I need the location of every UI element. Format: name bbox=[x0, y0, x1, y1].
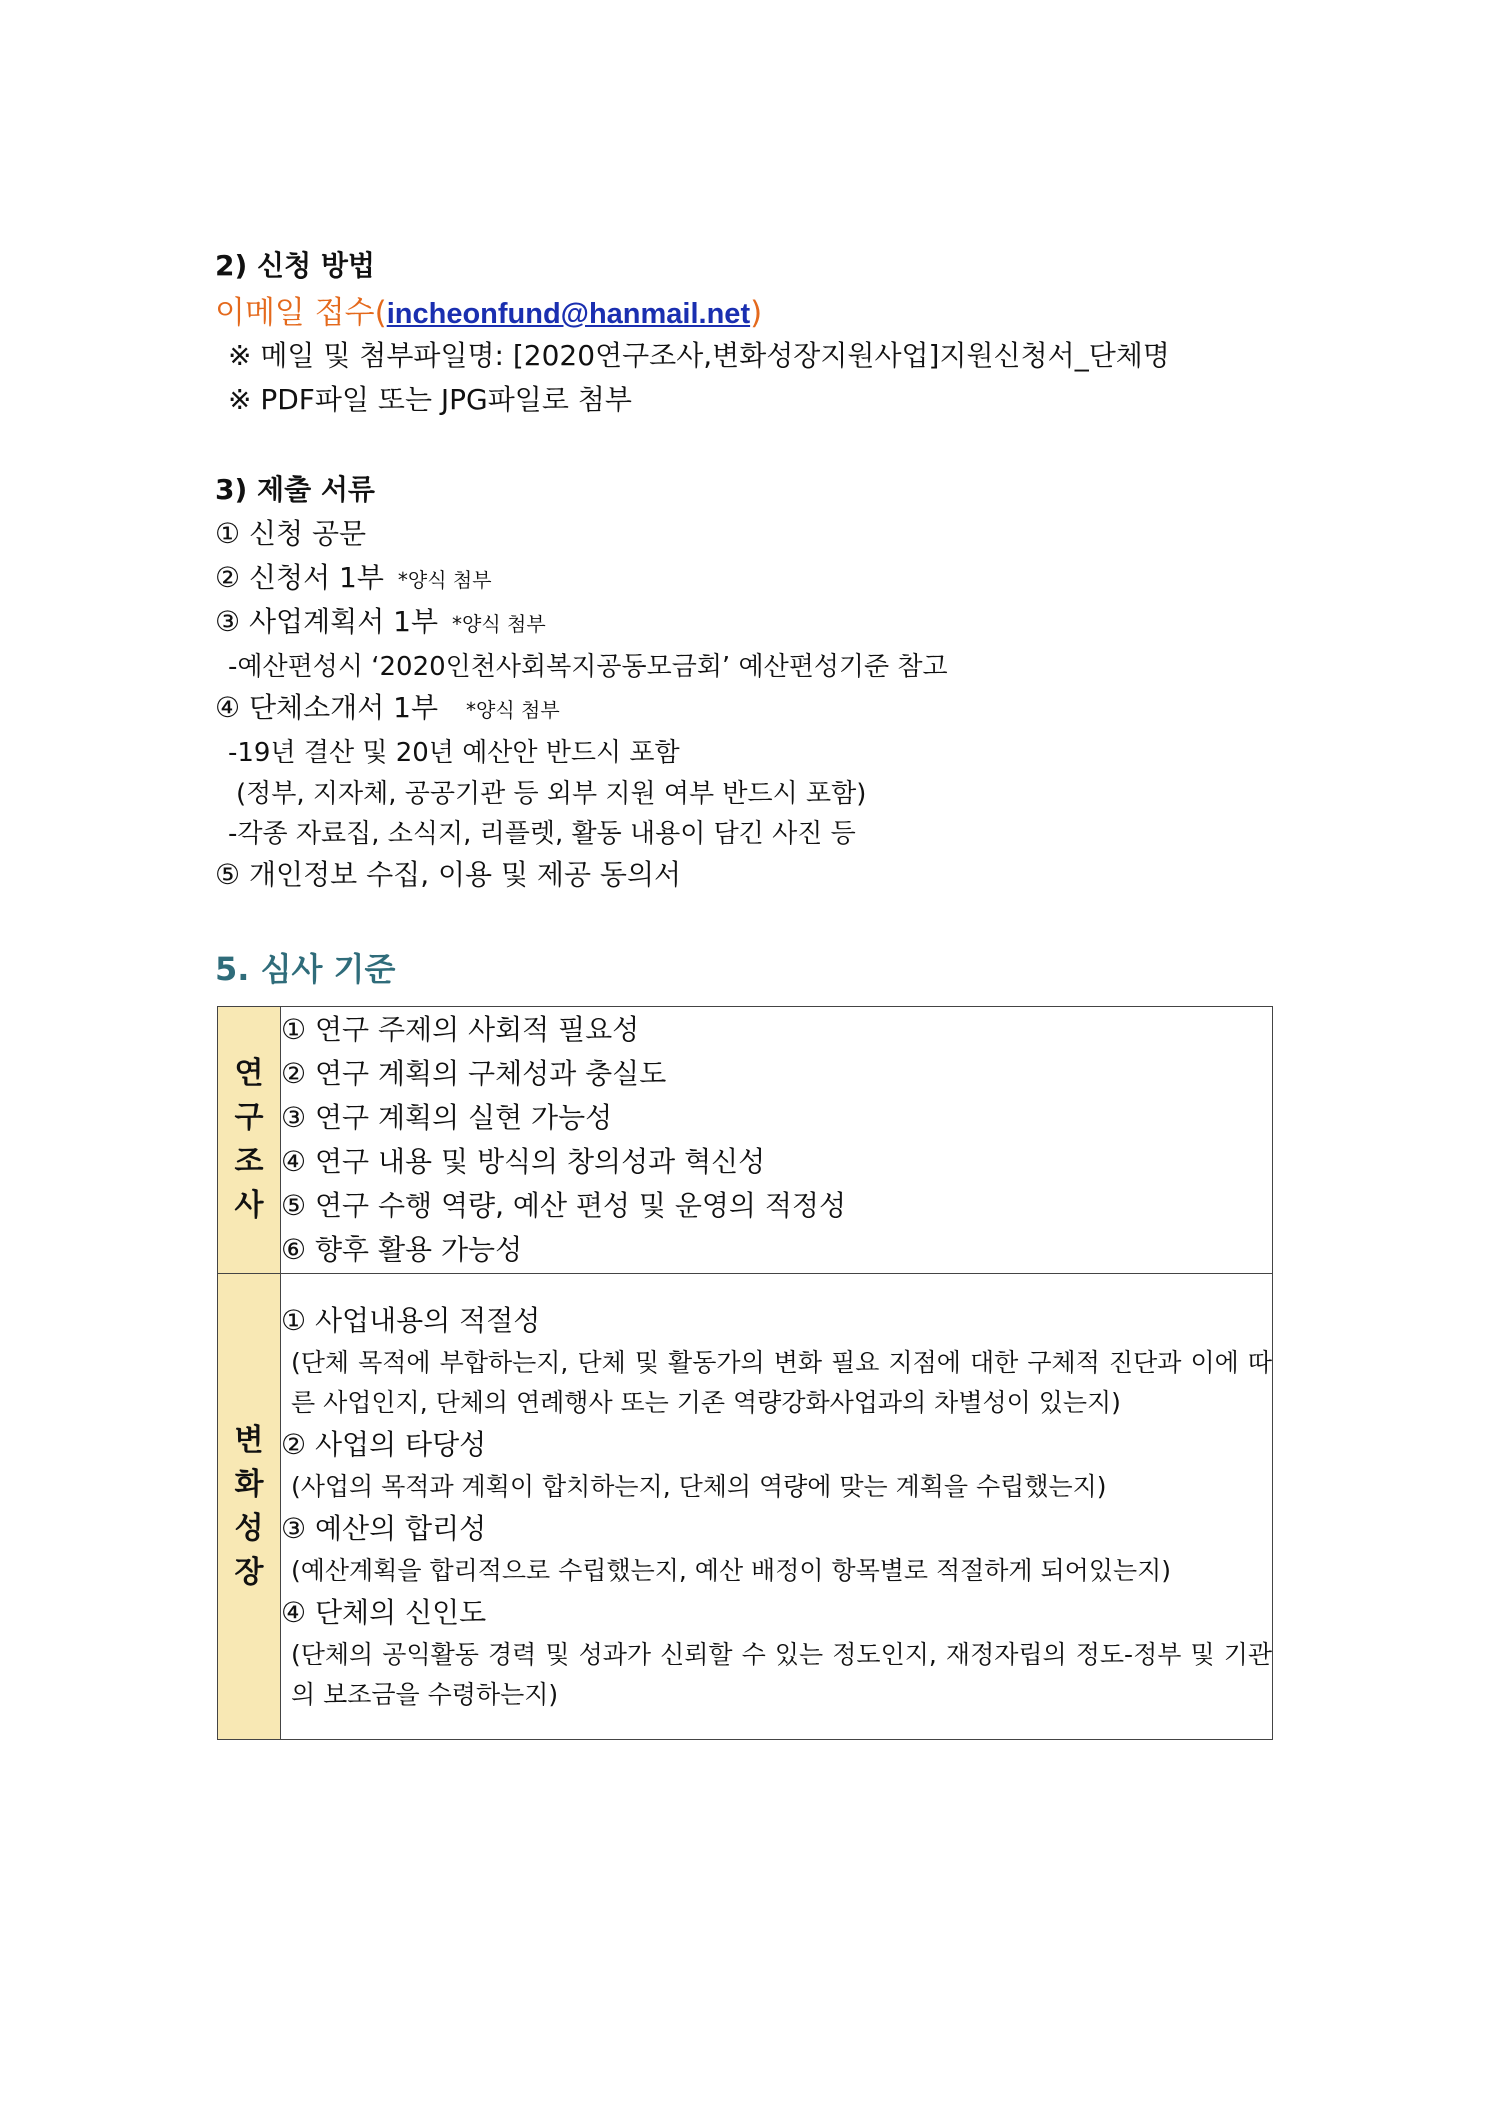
format-note: ※ PDF파일 또는 JPG파일로 첨부 bbox=[228, 383, 632, 416]
doc-item-2 bbox=[215, 556, 492, 596]
paren-close: ) bbox=[750, 295, 763, 331]
growth-criterion-3-desc: (예산계획을 합리적으로 수립했는지, 예산 배정이 항목별로 적절하게 되어있는지) bbox=[291, 1555, 1172, 1585]
growth-criterion-1: ① 사업내용의 적절성 bbox=[281, 1303, 541, 1337]
doc-item-3-note: *양식 첨부 bbox=[452, 612, 546, 636]
criteria-heading: 5. 심사 기준 bbox=[215, 950, 396, 988]
growth-criterion-1-desc: (단체 목적에 부합하는지, 단체 및 활동가의 변화 필요 지점에 대한 구체적 진단과 이에 따른 사업인지, 단체의 연례행사 또는 기존 역량강화사업과의 차별성이 있는지) bbox=[291, 1347, 1272, 1417]
paren-open: ( bbox=[374, 295, 387, 331]
research-criterion-5: ⑤ 연구 수행 역량, 예산 편성 및 운영의 적정성 bbox=[281, 1189, 847, 1222]
doc-item-4-sub-2: (정부, 지자체, 공공기관 등 외부 지원 여부 반드시 포함) bbox=[236, 779, 867, 809]
criteria-table bbox=[217, 1006, 1273, 1740]
filename-note: ※ 메일 및 첨부파일명: [2020연구조사,변화성장지원사업]지원신청서_단체명 bbox=[228, 339, 1170, 372]
email-link[interactable]: incheonfund@hanmail.net bbox=[386, 298, 751, 330]
research-criterion-3: ③ 연구 계획의 실현 가능성 bbox=[281, 1101, 613, 1134]
growth-criterion-2: ② 사업의 타당성 bbox=[281, 1427, 487, 1461]
category-research: 연 구 조 사 bbox=[218, 1007, 281, 1274]
doc-item-4-sub-3: -각종 자료집, 소식지, 리플렛, 활동 내용이 담긴 사진 등 bbox=[228, 819, 856, 849]
doc-item-1: ① 신청 공문 bbox=[215, 517, 367, 550]
apply-heading: 2) 신청 방법 bbox=[215, 249, 375, 282]
category-growth: 변 화 성 장 bbox=[218, 1274, 281, 1740]
criteria-row-growth bbox=[218, 1274, 1273, 1740]
documents-heading: 3) 제출 서류 bbox=[215, 473, 375, 506]
doc-item-2-label: ② 신청서 1부 bbox=[215, 561, 384, 594]
criteria-row-research bbox=[218, 1007, 1273, 1274]
doc-item-4 bbox=[215, 686, 560, 726]
doc-item-3-sub: -예산편성시 ‘2020인천사회복지공동모금회’ 예산편성기준 참고 bbox=[228, 652, 948, 682]
research-criteria-list bbox=[281, 1007, 1273, 1274]
doc-item-2-note: *양식 첨부 bbox=[397, 568, 492, 592]
doc-item-4-note: *양식 첨부 bbox=[466, 698, 560, 722]
email-line bbox=[215, 287, 762, 332]
growth-criterion-2-desc: (사업의 목적과 계획이 합치하는지, 단체의 역량에 맞는 계획을 수립했는지) bbox=[291, 1471, 1107, 1501]
doc-item-4-label: ④ 단체소개서 1부 bbox=[215, 691, 439, 724]
doc-item-5: ⑤ 개인정보 수집, 이용 및 제공 동의서 bbox=[215, 858, 682, 891]
research-criterion-4: ④ 연구 내용 및 방식의 창의성과 혁신성 bbox=[281, 1145, 766, 1178]
doc-item-4-sub-1: -19년 결산 및 20년 예산안 반드시 포함 bbox=[228, 738, 680, 768]
growth-criterion-4-desc: (단체의 공익활동 경력 및 성과가 신뢰할 수 있는 정도인지, 재정자립의 정도-정부 및 기관의 보조금을 수령하는지) bbox=[291, 1639, 1272, 1709]
research-criterion-6: ⑥ 향후 활용 가능성 bbox=[281, 1233, 523, 1266]
growth-criterion-4: ④ 단체의 신인도 bbox=[281, 1595, 487, 1629]
doc-item-3 bbox=[215, 600, 546, 640]
email-label: 이메일 접수 bbox=[215, 295, 375, 331]
research-criterion-2: ② 연구 계획의 구체성과 충실도 bbox=[281, 1057, 667, 1090]
growth-criteria-list bbox=[281, 1274, 1273, 1740]
growth-criterion-3: ③ 예산의 합리성 bbox=[281, 1511, 487, 1545]
research-criterion-1: ① 연구 주제의 사회적 필요성 bbox=[281, 1013, 640, 1046]
doc-item-3-label: ③ 사업계획서 1부 bbox=[215, 605, 439, 638]
